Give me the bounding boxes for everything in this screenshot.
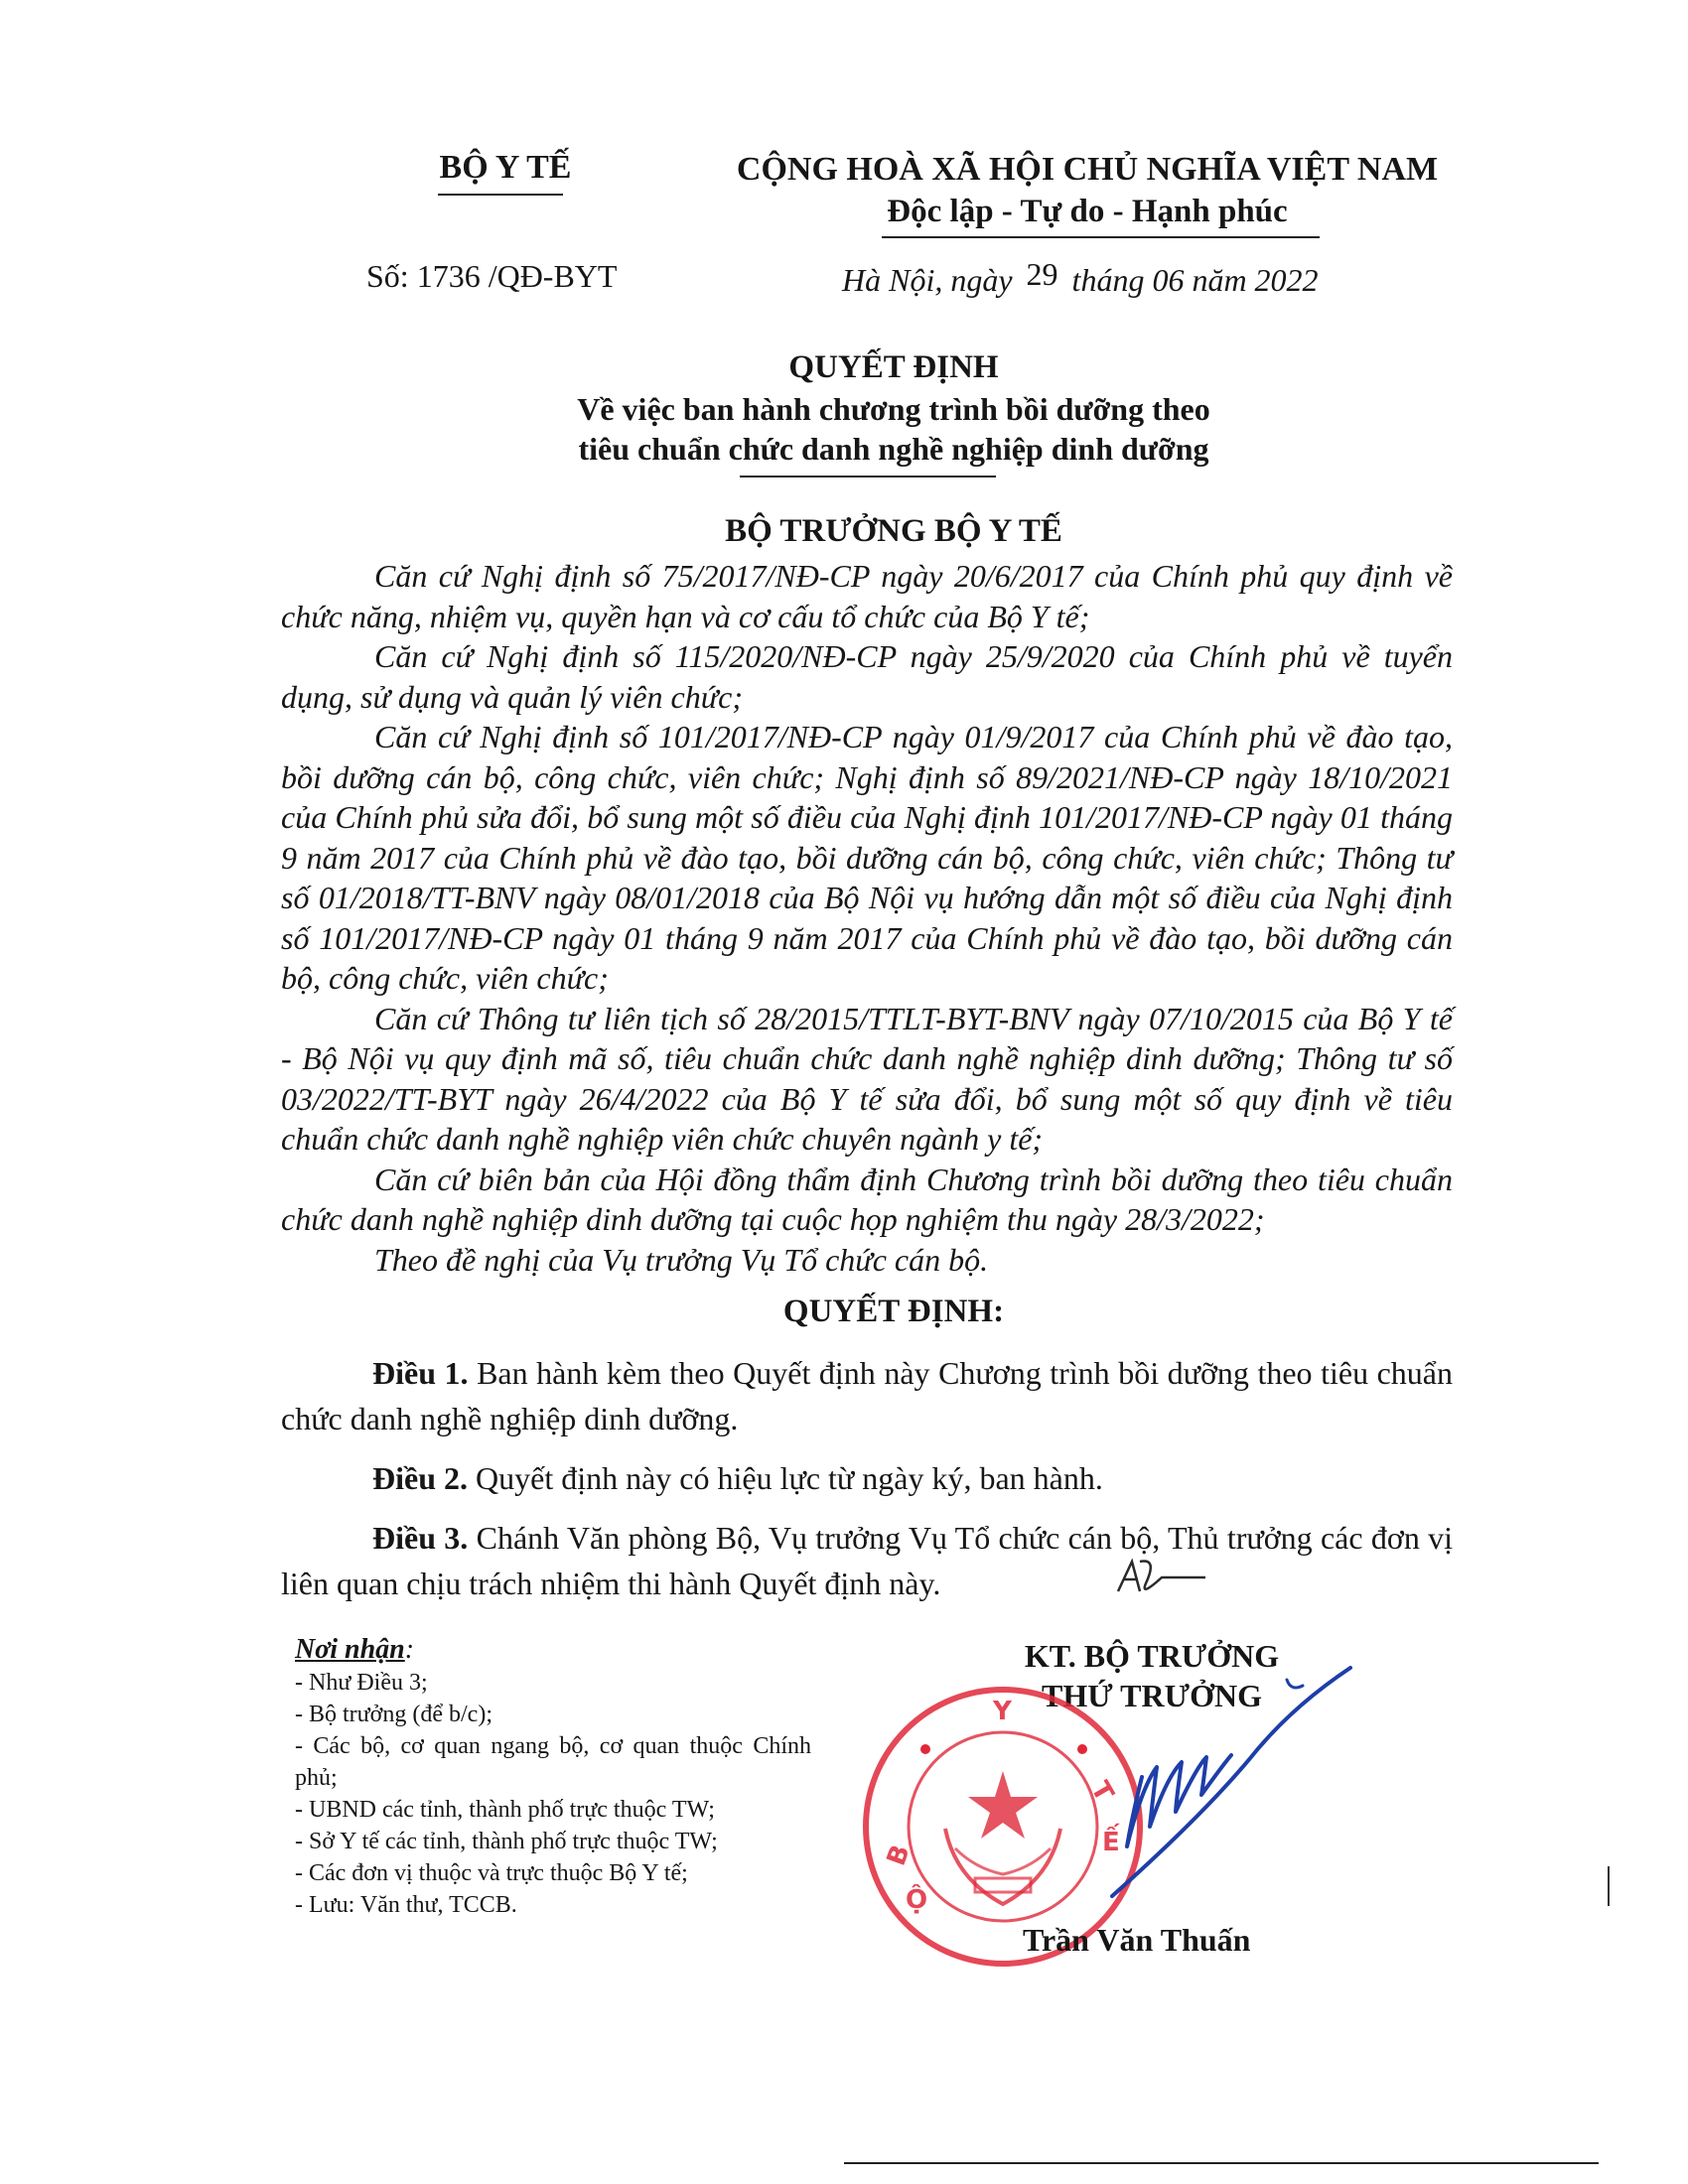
- recipients-heading: Nơi nhận:: [295, 1634, 415, 1665]
- article-2-label: Điều 2.: [372, 1460, 468, 1496]
- document-title: QUYẾT ĐỊNH: [788, 349, 999, 385]
- legal-basis-3: Căn cứ Nghị định số 101/2017/NĐ-CP ngày 01/9/2017 của Chính phủ về đào tạo, bồi dưỡng cán bộ, công chức, viên chức; Nghị định số 89/2021/NĐ-CP ngày 18/10/2021 của Chính phủ sửa đổi, bổ sung một số điều của Nghị định 101/2017/NĐ-CP ngày 01 tháng 9 năm 2017 của Chính phủ về đào tạo, bồi dưỡng cán bộ, công chức, viên chức; Thông tư số 01/2018/TT-BNV ngày 08/01/2018 của Bộ Nội vụ hướng dẫn một số điều của Nghị định số 101/2017/NĐ-CP ngày 01 tháng 9 năm 2017 của Chính phủ về đào tạo, bồi dưỡng cán bộ, công chức, viên chức;: [281, 719, 1453, 996]
- legal-basis-5: Căn cứ biên bản của Hội đồng thẩm định Chương trình bồi dưỡng theo tiêu chuẩn chức danh nghề nghiệp dinh dưỡng tại cuộc họp nghiệm thu ngày 28/3/2022;: [281, 1160, 1453, 1237]
- initial-mark: [1110, 1554, 1209, 1603]
- recipient-item: - UBND các tỉnh, thành phố trực thuộc TW;: [295, 1797, 715, 1823]
- date-month-year: tháng 06 năm 2022: [1071, 262, 1319, 298]
- signer-role-1: KT. BỘ TRƯỞNG: [1024, 1638, 1280, 1674]
- svg-text:Ộ: Ộ: [906, 1885, 928, 1915]
- document-subject-line-2: tiêu chuẩn chức danh nghề nghiệp dinh dưỡng: [578, 431, 1209, 467]
- article-2: [281, 1455, 1453, 1501]
- legal-basis-6: Theo đề nghị của Vụ trưởng Vụ Tổ chức cán bộ.: [374, 1241, 989, 1278]
- decision-heading: QUYẾT ĐỊNH:: [782, 1294, 1005, 1329]
- article-3-label: Điều 3.: [372, 1520, 469, 1556]
- agency-underline: [438, 194, 563, 196]
- recipients-block: [295, 1634, 831, 1921]
- page-edge-line: [844, 2162, 1599, 2164]
- signer-role-2: THỨ TRƯỞNG: [1042, 1678, 1262, 1713]
- svg-text:B: B: [881, 1841, 916, 1870]
- handwritten-signature: [993, 1648, 1370, 1906]
- legal-basis-2: Căn cứ Nghị định số 115/2020/NĐ-CP ngày 25/9/2020 của Chính phủ về tuyển dụng, sử dụng và quản lý viên chức;: [281, 638, 1453, 715]
- recipient-item: - Các đơn vị thuộc và trực thuộc Bộ Y tế;: [295, 1860, 688, 1886]
- date-place: Hà Nội, ngày: [842, 262, 1013, 298]
- document-subject-line-1: Về việc ban hành chương trình bồi dưỡng theo: [577, 391, 1210, 427]
- svg-text:T: T: [1084, 1776, 1120, 1807]
- signer-name: Trần Văn Thuấn: [1023, 1922, 1251, 1958]
- svg-text:Y: Y: [993, 1697, 1012, 1726]
- issue-date: [842, 256, 1319, 299]
- country-name: CỘNG HOÀ XÃ HỘI CHỦ NGHĨA VIỆT NAM: [736, 151, 1439, 188]
- article-1: [281, 1350, 1453, 1441]
- recipient-item: - Như Điều 3;: [295, 1670, 428, 1696]
- legal-basis-1: Căn cứ Nghị định số 75/2017/NĐ-CP ngày 20/6/2017 của Chính phủ quy định về chức năng, nhiệm vụ, quyền hạn và cơ cấu tổ chức của Bộ Y tế;: [281, 558, 1453, 634]
- agency-name: BỘ Y TẾ: [439, 149, 572, 186]
- national-motto: Độc lập - Tự do - Hạnh phúc: [887, 194, 1288, 229]
- legal-bases: [281, 556, 1453, 1280]
- svg-text:Ế: Ế: [1102, 1828, 1120, 1857]
- issuing-authority: BỘ TRƯỞNG BỘ Y TẾ: [725, 513, 1062, 549]
- date-day: 29: [1026, 256, 1058, 292]
- recipient-item: - Lưu: Văn thư, TCCB.: [295, 1892, 517, 1918]
- article-1-text: Ban hành kèm theo Quyết định này Chương trình bồi dưỡng theo tiêu chuẩn chức danh nghề nghiệp dinh dưỡng.: [281, 1355, 1454, 1436]
- article-1-label: Điều 1.: [372, 1355, 469, 1391]
- article-3-text: Chánh Văn phòng Bộ, Vụ trưởng Vụ Tổ chức cán bộ, Thủ trưởng các đơn vị liên quan chịu trách nhiệm thi hành Quyết định này.: [281, 1520, 1454, 1601]
- margin-mark: [1608, 1866, 1610, 1906]
- recipient-item: - Các bộ, cơ quan ngang bộ, cơ quan thuộc Chính phủ;: [295, 1733, 811, 1791]
- recipient-item: - Bộ trưởng (để b/c);: [295, 1702, 492, 1727]
- articles: [281, 1350, 1453, 1606]
- document-number: Số: 1736 /QĐ-BYT: [366, 258, 618, 294]
- article-3: [281, 1515, 1453, 1606]
- recipient-item: - Sở Y tế các tỉnh, thành phố trực thuộc TW;: [295, 1829, 718, 1854]
- motto-underline: [882, 236, 1320, 238]
- title-underline: [740, 476, 996, 478]
- legal-basis-4: Căn cứ Thông tư liên tịch số 28/2015/TTLT-BYT-BNV ngày 07/10/2015 của Bộ Y tế - Bộ Nội vụ quy định mã số, tiêu chuẩn chức danh nghề nghiệp dinh dưỡng; Thông tư số 03/2022/TT-BYT ngày 26/4/2022 của Bộ Y tế sửa đổi, bổ sung một số quy định về tiêu chuẩn chức danh nghề nghiệp viên chức chuyên ngành y tế;: [281, 1000, 1453, 1157]
- article-2-text: Quyết định này có hiệu lực từ ngày ký, ban hành.: [468, 1460, 1103, 1496]
- recipients-heading-label: Nơi nhận: [295, 1634, 405, 1665]
